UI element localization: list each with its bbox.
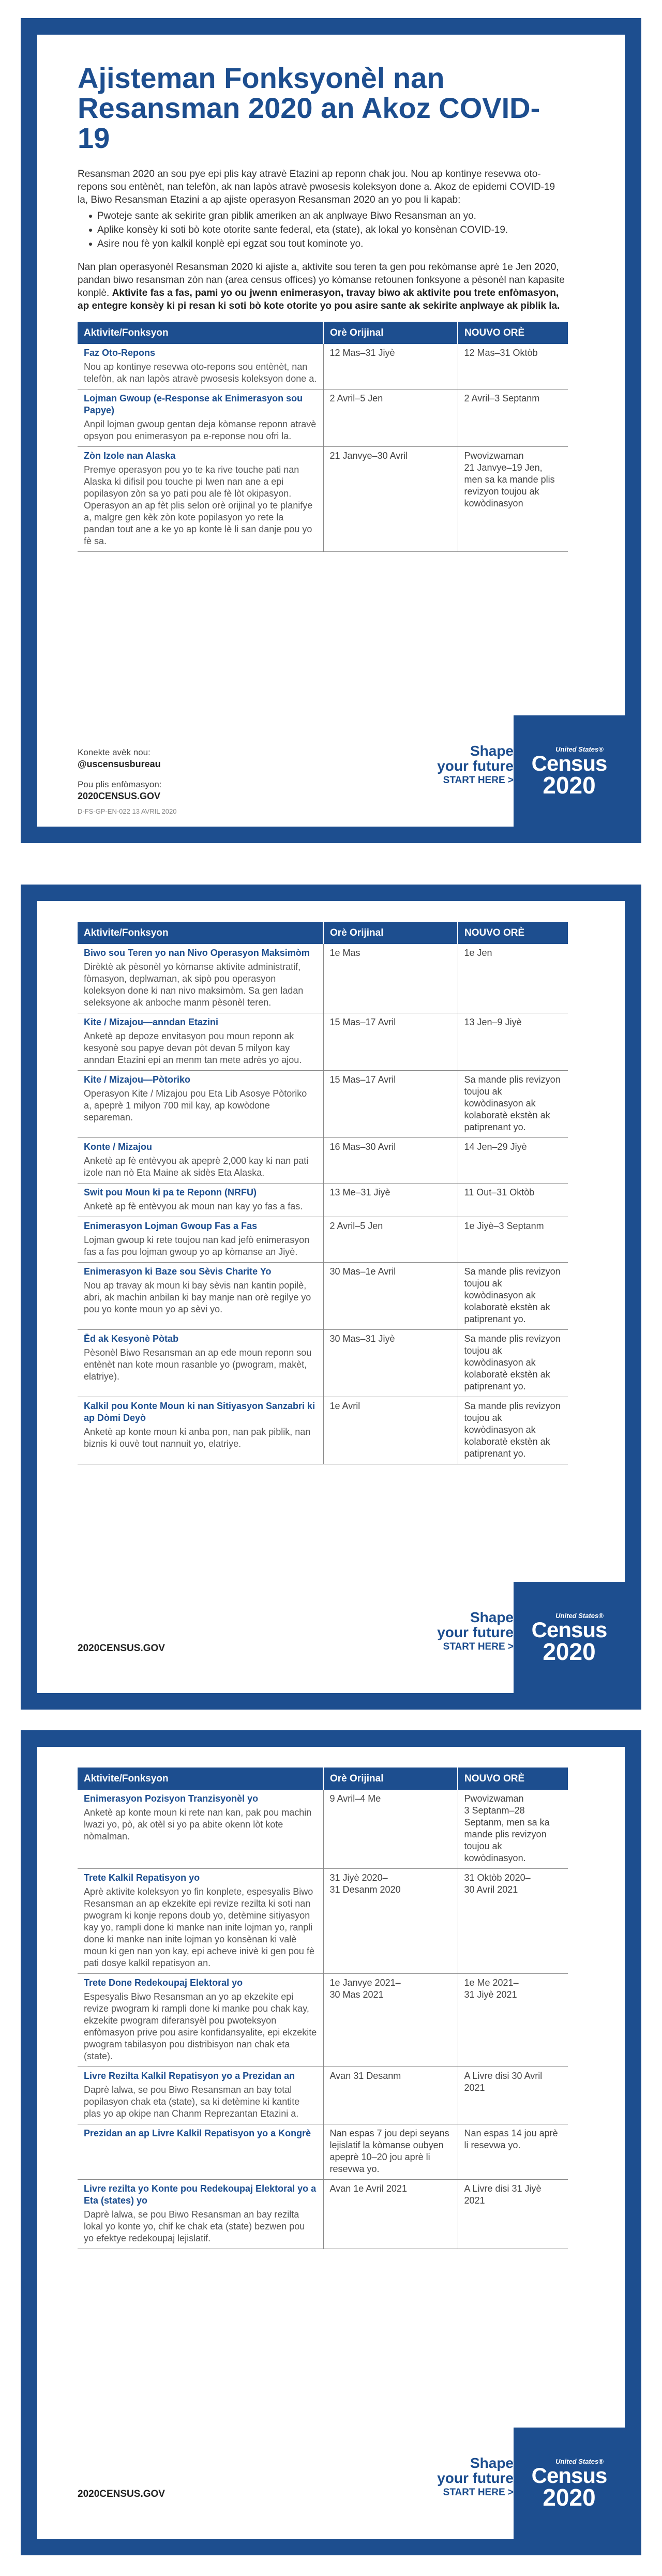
activity-cell: [78, 1397, 323, 1464]
header-original: Orè Orijinal: [323, 922, 458, 944]
intro-section: [78, 168, 568, 312]
activity-cell: [78, 944, 323, 1013]
bullet-item: Aplike konsèy ki soti bò kote otorite sante federal, eta (state), ak lokal yo konsènan COVID-19.: [89, 223, 568, 236]
website-link[interactable]: 2020CENSUS.GOV: [78, 2489, 165, 2499]
header-new: NOUVO ORÈ: [458, 1768, 568, 1790]
activity-desc: Anketè ap fè entèvyou ak apeprè 2,000 kay ki nan pati izole nan nò Eta Maine ak sidès Eta Alaska.: [84, 1156, 309, 1178]
logo-year: 2020: [543, 1638, 596, 1665]
website-link[interactable]: 2020CENSUS.GOV: [78, 791, 161, 801]
new-date: Sa mande plis revizyon toujou ak kowòdinasyon ak kolaboratè ekstèn ak patiprenant yo.: [458, 1263, 568, 1330]
new-date: 11 Out–31 Oktòb: [458, 1184, 568, 1217]
table-row: [78, 344, 568, 390]
document-code: D-FS-GP-EN-022 13 AVRIL 2020: [78, 807, 177, 815]
activity-desc: Operasyon Kite / Mizajou pou Eta Lib Asosye Pòtoriko a, apeprè 1 milyon 700 mil kay, ap kowòdone separeman.: [84, 1088, 307, 1122]
start-here-link[interactable]: START HERE >: [443, 1641, 514, 1652]
table-header-row: [78, 1768, 568, 1790]
original-date: 12 Mas–31 Jiyè: [323, 344, 458, 390]
schedule-table: [78, 322, 568, 552]
original-date: 2 Avril–5 Jen: [323, 390, 458, 447]
original-date: 21 Janvye–30 Avril: [323, 447, 458, 552]
table-row: [78, 1869, 568, 1974]
activity-name: Zòn Izole nan Alaska: [84, 451, 176, 461]
activity-name: Prezidan an ap Livre Kalkil Repatisyon yo a Kongrè: [84, 2128, 311, 2138]
schedule-table: [78, 1768, 568, 2249]
activity-name: Swit pou Moun ki pa te Reponn (NRFU): [84, 1187, 257, 1197]
table-row: [78, 2180, 568, 2249]
slogan-line-1: Shape: [470, 2455, 514, 2471]
intro-bullets: [89, 209, 568, 250]
activity-desc: Daprè lalwa, se pou Biwo Resansman an bay total popilasyon chak eta (state), sa ki detèmine ki kantite plas yo ap okipe nan Chanm Reprezantan Etazini a.: [84, 2085, 300, 2119]
new-date: 1e Me 2021– 31 Jiyè 2021: [458, 1974, 568, 2067]
original-date: 13 Me–31 Jiyè: [323, 1184, 458, 1217]
table-row: [78, 944, 568, 1013]
shape-your-future-slogan: [437, 1610, 514, 1653]
table-row: [78, 1397, 568, 1464]
page-title: Ajisteman Fonksyonèl nan Resansman 2020 an Akoz COVID-19: [78, 62, 540, 154]
new-date: 12 Mas–31 Oktòb: [458, 344, 568, 390]
page-3: [21, 1730, 641, 2555]
original-date: Avan 31 Desanm: [323, 2067, 458, 2124]
schedule-table: [78, 922, 568, 1464]
slogan-line-1: Shape: [470, 1609, 514, 1625]
logo-census-word: Census: [531, 2463, 607, 2488]
activity-cell: [78, 1263, 323, 1330]
slogan-line-2: your future: [437, 1624, 514, 1640]
table-row: [78, 1071, 568, 1138]
page-3-content: [78, 1768, 568, 2249]
logo-year: 2020: [543, 772, 596, 799]
activity-desc: Anketè ap konte moun ki rete nan kan, pak pou machin lwazi yo, pò, ak otèl si yo pa abite okenn lòt kote nòmalman.: [84, 1807, 312, 1841]
table-row: [78, 1330, 568, 1397]
bullet-item: Asire nou fè yon kalkil konplè epi egzat sou tout kominote yo.: [89, 237, 568, 250]
activity-cell: [78, 1330, 323, 1397]
activity-cell: [78, 1217, 323, 1263]
activity-cell: [78, 1138, 323, 1184]
contact-block: [78, 747, 176, 817]
activity-cell: [78, 2124, 323, 2180]
table-row: [78, 2124, 568, 2180]
table-row: [78, 1138, 568, 1184]
activity-name: Livre rezilta yo Konte pou Redekoupaj Elektoral yo a Eta (states) yo: [84, 2183, 317, 2206]
bullet-item: Pwoteje sante ak sekirite gran piblik ameriken an ak anplwaye Biwo Resansman an yo.: [89, 209, 568, 222]
info-label: Pou plis enfòmasyon:: [78, 780, 162, 789]
original-date: Nan espas 7 jou depi seyans lejislatif la kòmanse oubyen apeprè 10–20 jou aprè li resevwa yo.: [323, 2124, 458, 2180]
activity-name: Kite / Mizajou—anndan Etazini: [84, 1017, 219, 1027]
new-date: Nan espas 14 jou aprè li resevwa yo.: [458, 2124, 568, 2180]
original-date: 15 Mas–17 Avril: [323, 1013, 458, 1071]
table-row: [78, 2067, 568, 2124]
activity-name: Biwo sou Teren yo nan Nivo Operasyon Maksimòm: [84, 948, 310, 958]
activity-desc: Espesyalis Biwo Resansman an yo ap ekzekite epi revize pwogram ki rampli done ki manke pou chak kay, ekzekite pwogram diferansyèl pou pwoteksyon enfòmasyon prive pou asire konfidansyalite, epi ekzekite pwogram tabilasyon pou distribisyon nan chak eta (state).: [84, 1991, 317, 2061]
activity-cell: [78, 447, 323, 552]
page-2: [21, 885, 641, 1710]
activity-name: Livre Rezilta Kalkil Repatisyon yo a Prezidan an: [84, 2071, 295, 2081]
table-header-row: [78, 322, 568, 344]
activity-desc: Daprè lalwa, se pou Biwo Resansman an bay rezilta lokal yo konte yo, chif ke chak eta (state) bezwen pou yo efektye redekoupaj lejislatif.: [84, 2209, 305, 2243]
new-date: 13 Jen–9 Jiyè: [458, 1013, 568, 1071]
slogan-line-2: your future: [437, 2470, 514, 2486]
start-here-link[interactable]: START HERE >: [443, 775, 514, 786]
table-row: [78, 1974, 568, 2067]
table-row: [78, 447, 568, 552]
page-2-sheet: [37, 901, 625, 1693]
new-date: Pwovizwaman 3 Septanm–28 Septanm, men sa ka mande plis revizyon toujou ak kowòdinasyon.: [458, 1790, 568, 1869]
new-date: Pwovizwaman 21 Janvye–19 Jen, men sa ka mande plis revizyon toujou ak kowòdinasyon: [458, 447, 568, 552]
table-row: [78, 1790, 568, 1869]
new-date: A Livre disi 31 Jiyè 2021: [458, 2180, 568, 2249]
new-date: 14 Jen–29 Jiyè: [458, 1138, 568, 1184]
new-date: 2 Avril–3 Septanm: [458, 390, 568, 447]
page-1: [21, 18, 641, 843]
activity-name: Enimerasyon Pozisyon Tranzisyonèl yo: [84, 1793, 259, 1804]
activity-cell: [78, 390, 323, 447]
page-1-sheet: [37, 35, 625, 827]
logo-united-states: United States®: [555, 745, 604, 753]
new-date: A Livre disi 30 Avril 2021: [458, 2067, 568, 2124]
original-date: 2 Avril–5 Jen: [323, 1217, 458, 1263]
slogan-line-1: Shape: [470, 743, 514, 759]
activity-desc: Anketè ap konte moun ki anba pon, nan pak piblik, nan biznis ki ouvè tout nannuit yo, elatriye.: [84, 1427, 311, 1449]
activity-cell: [78, 2180, 323, 2249]
original-date: 1e Janvye 2021– 30 Mas 2021: [323, 1974, 458, 2067]
activity-desc: Premye operasyon pou yo te ka rive touche pati nan Alaska ki difisil pou touche pi lwen nan ane a epi popilasyon zòn sa yo pati pou ale fè lòt okipasyon. Operasyon an ap fèt plis selon orè orijinal yo te planifye a, malgre gen kèk zòn kote popilasyon yo rete la pandan tout ane a ke yo ap konte lè li san danje pou yo fè sa.: [84, 465, 313, 546]
activity-name: Trete Done Redekoupaj Elektoral yo: [84, 1978, 243, 1988]
header-activity: Aktivite/Fonksyon: [78, 322, 323, 344]
activity-desc: Nou ap travay ak moun ki bay sèvis nan kantin popilè, abri, ak machin anbilan ki bay manje nan orè regilye yo pou yo konte moun yo ap sèvi yo.: [84, 1280, 311, 1314]
contact-label: Konekte avèk nou:: [78, 747, 151, 757]
page-1-content: [78, 63, 568, 552]
original-date: 1e Mas: [323, 944, 458, 1013]
plan-text: Nan plan operasyonèl Resansman 2020 ki ajiste a, aktivite sou teren ta gen pou rekòmanse aprè 1e Jen 2020, pandan biwo resansman zòn nan (area census offices) yo kòmanse retounen fonksyone a pèsonèl nan kapasite konplè.: [78, 262, 565, 298]
table-row: [78, 1263, 568, 1330]
original-date: 1e Avril: [323, 1397, 458, 1464]
table-row: [78, 1217, 568, 1263]
activity-desc: Lojman gwoup ki rete toujou nan kad jefò enimerasyon fas a fas pou lojman gwoup yo ap kòmanse an Jiyè.: [84, 1235, 310, 1257]
census-2020-logo: [514, 715, 625, 827]
table-row: [78, 390, 568, 447]
intro-paragraph: Resansman 2020 an sou pye epi plis kay atravè Etazini ap reponn chak jou. Nou ap kontinye resevwa oto-repons sou entènèt, nan telefòn, ak nan lapòs atravè pwosesis koleksyon done a. Akoz de epidemi COVID-19 la, Biwo Resansman Etazini a ap ajiste operasyon Resansman 2020 an yo pou li kapab:: [78, 169, 555, 205]
activity-name: Lojman Gwoup (e-Response ak Enimerasyon sou Papye): [84, 393, 303, 415]
activity-cell: [78, 1869, 323, 1974]
page-2-content: [78, 922, 568, 1464]
header-new: NOUVO ORÈ: [458, 922, 568, 944]
activity-desc: Pèsonèl Biwo Resansman an ap ede moun reponn sou entènèt nan kote moun rasanble yo (pwogram, makèt, elatriye).: [84, 1347, 312, 1382]
logo-census-word: Census: [531, 751, 607, 775]
census-2020-logo: [514, 1582, 625, 1693]
census-2020-logo: [514, 2428, 625, 2539]
original-date: 15 Mas–17 Avril: [323, 1071, 458, 1138]
original-date: 16 Mas–30 Avril: [323, 1138, 458, 1184]
header-original: Orè Orijinal: [323, 322, 458, 344]
activity-name: Enimerasyon ki Baze sou Sèvis Charite Yo: [84, 1266, 272, 1277]
activity-cell: [78, 1790, 323, 1869]
website-link[interactable]: 2020CENSUS.GOV: [78, 1643, 165, 1654]
activity-desc: Anpil lojman gwoup gentan deja kòmanse reponn atravè opsyon pou enimerasyon pa e-reponse nou ofri la.: [84, 419, 317, 441]
new-date: Sa mande plis revizyon toujou ak kowòdinasyon ak kolaboratè ekstèn ak patiprenant yo.: [458, 1071, 568, 1138]
table-header-row: [78, 922, 568, 944]
new-date: Sa mande plis revizyon toujou ak kowòdinasyon ak kolaboratè ekstèn ak patiprenant yo.: [458, 1330, 568, 1397]
activity-name: Kalkil pou Konte Moun ki nan Sitiyasyon Sanzabri ki ap Dòmi Deyò: [84, 1401, 315, 1423]
original-date: 9 Avril–4 Me: [323, 1790, 458, 1869]
social-handle-link[interactable]: @uscensusbureau: [78, 759, 161, 769]
table-row: [78, 1184, 568, 1217]
activity-cell: [78, 2067, 323, 2124]
activity-desc: Anketè ap depoze envitasyon pou moun reponn ak kesyonè sou papye devan pòt devan 5 milyon kay anndan Etazini epi an menm tan mete adrès yo ajou.: [84, 1031, 302, 1065]
shape-your-future-slogan: [437, 743, 514, 786]
activity-cell: [78, 344, 323, 390]
slogan-line-2: your future: [437, 758, 514, 774]
activity-name: Ēd ak Kesyonè Pòtab: [84, 1334, 179, 1344]
plan-bold-text: Aktivite fas a fas, pami yo ou jwenn enimerasyon, travay biwo ak aktivite pou trete enfòmasyon, ap entegre konsèy ki pi resan ki soti bò kote otorite yo pou asire sante ak sekirite anplwaye ak piblik la.: [78, 288, 560, 311]
logo-year: 2020: [543, 2484, 596, 2511]
original-date: 30 Mas–31 Jiyè: [323, 1330, 458, 1397]
page-3-sheet: [37, 1747, 625, 2539]
activity-cell: [78, 1974, 323, 2067]
activity-cell: [78, 1013, 323, 1071]
original-date: 30 Mas–1e Avril: [323, 1263, 458, 1330]
new-date: Sa mande plis revizyon toujou ak kowòdinasyon ak kolaboratè ekstèn ak patiprenant yo.: [458, 1397, 568, 1464]
header-original: Orè Orijinal: [323, 1768, 458, 1790]
new-date: 1e Jiyè–3 Septanm: [458, 1217, 568, 1263]
start-here-link[interactable]: START HERE >: [443, 2487, 514, 2498]
logo-united-states: United States®: [555, 2458, 604, 2465]
activity-name: Enimerasyon Lojman Gwoup Fas a Fas: [84, 1221, 258, 1231]
activity-name: Kite / Mizajou—Pòtoriko: [84, 1074, 191, 1085]
logo-census-word: Census: [531, 1618, 607, 1642]
activity-name: Trete Kalkil Repatisyon yo: [84, 1873, 200, 1883]
activity-cell: [78, 1184, 323, 1217]
activity-desc: Anketè ap fè entèvyou ak moun nan kay yo fas a fas.: [84, 1201, 303, 1211]
activity-name: Faz Oto-Repons: [84, 348, 155, 358]
table-row: [78, 1013, 568, 1071]
header-activity: Aktivite/Fonksyon: [78, 922, 323, 944]
shape-your-future-slogan: [437, 2455, 514, 2498]
activity-name: Konte / Mizajou: [84, 1142, 152, 1152]
logo-united-states: United States®: [555, 1612, 604, 1620]
header-new: NOUVO ORÈ: [458, 322, 568, 344]
original-date: 31 Jiyè 2020– 31 Desanm 2020: [323, 1869, 458, 1974]
activity-desc: Nou ap kontinye resevwa oto-repons sou entènèt, nan telefòn, ak nan lapòs atravè pwosesis koleksyon done a.: [84, 362, 317, 384]
header-activity: Aktivite/Fonksyon: [78, 1768, 323, 1790]
plan-paragraph: [78, 261, 568, 312]
activity-desc: Dirèktè ak pèsonèl yo kòmanse aktivite administratif, fòmasyon, deplwaman, ak sipò pou operasyon koleksyon done ki nan nivo maksimòm. Sa gen ladan seleksyone ak anboche manm pèsonèl teren.: [84, 962, 304, 1008]
new-date: 1e Jen: [458, 944, 568, 1013]
original-date: Avan 1e Avril 2021: [323, 2180, 458, 2249]
new-date: 31 Oktòb 2020– 30 Avril 2021: [458, 1869, 568, 1974]
activity-desc: Aprè aktivite koleksyon yo fin konplete, espesyalis Biwo Resansman an ap ekzekite epi revize rezilta ki soti nan pwogram ki konje repons doub yo, detèmine sitiyasyon kay yo, rampli done ki manke nan inite lojman yo, ranpli done ki manke nan inite lojman yo konsènan ki valè moun ki gen nan yon kay, epi acheve inivè ki gen pou fè pati dosye kalkil repatisyon an.: [84, 1886, 314, 1968]
activity-cell: [78, 1071, 323, 1138]
